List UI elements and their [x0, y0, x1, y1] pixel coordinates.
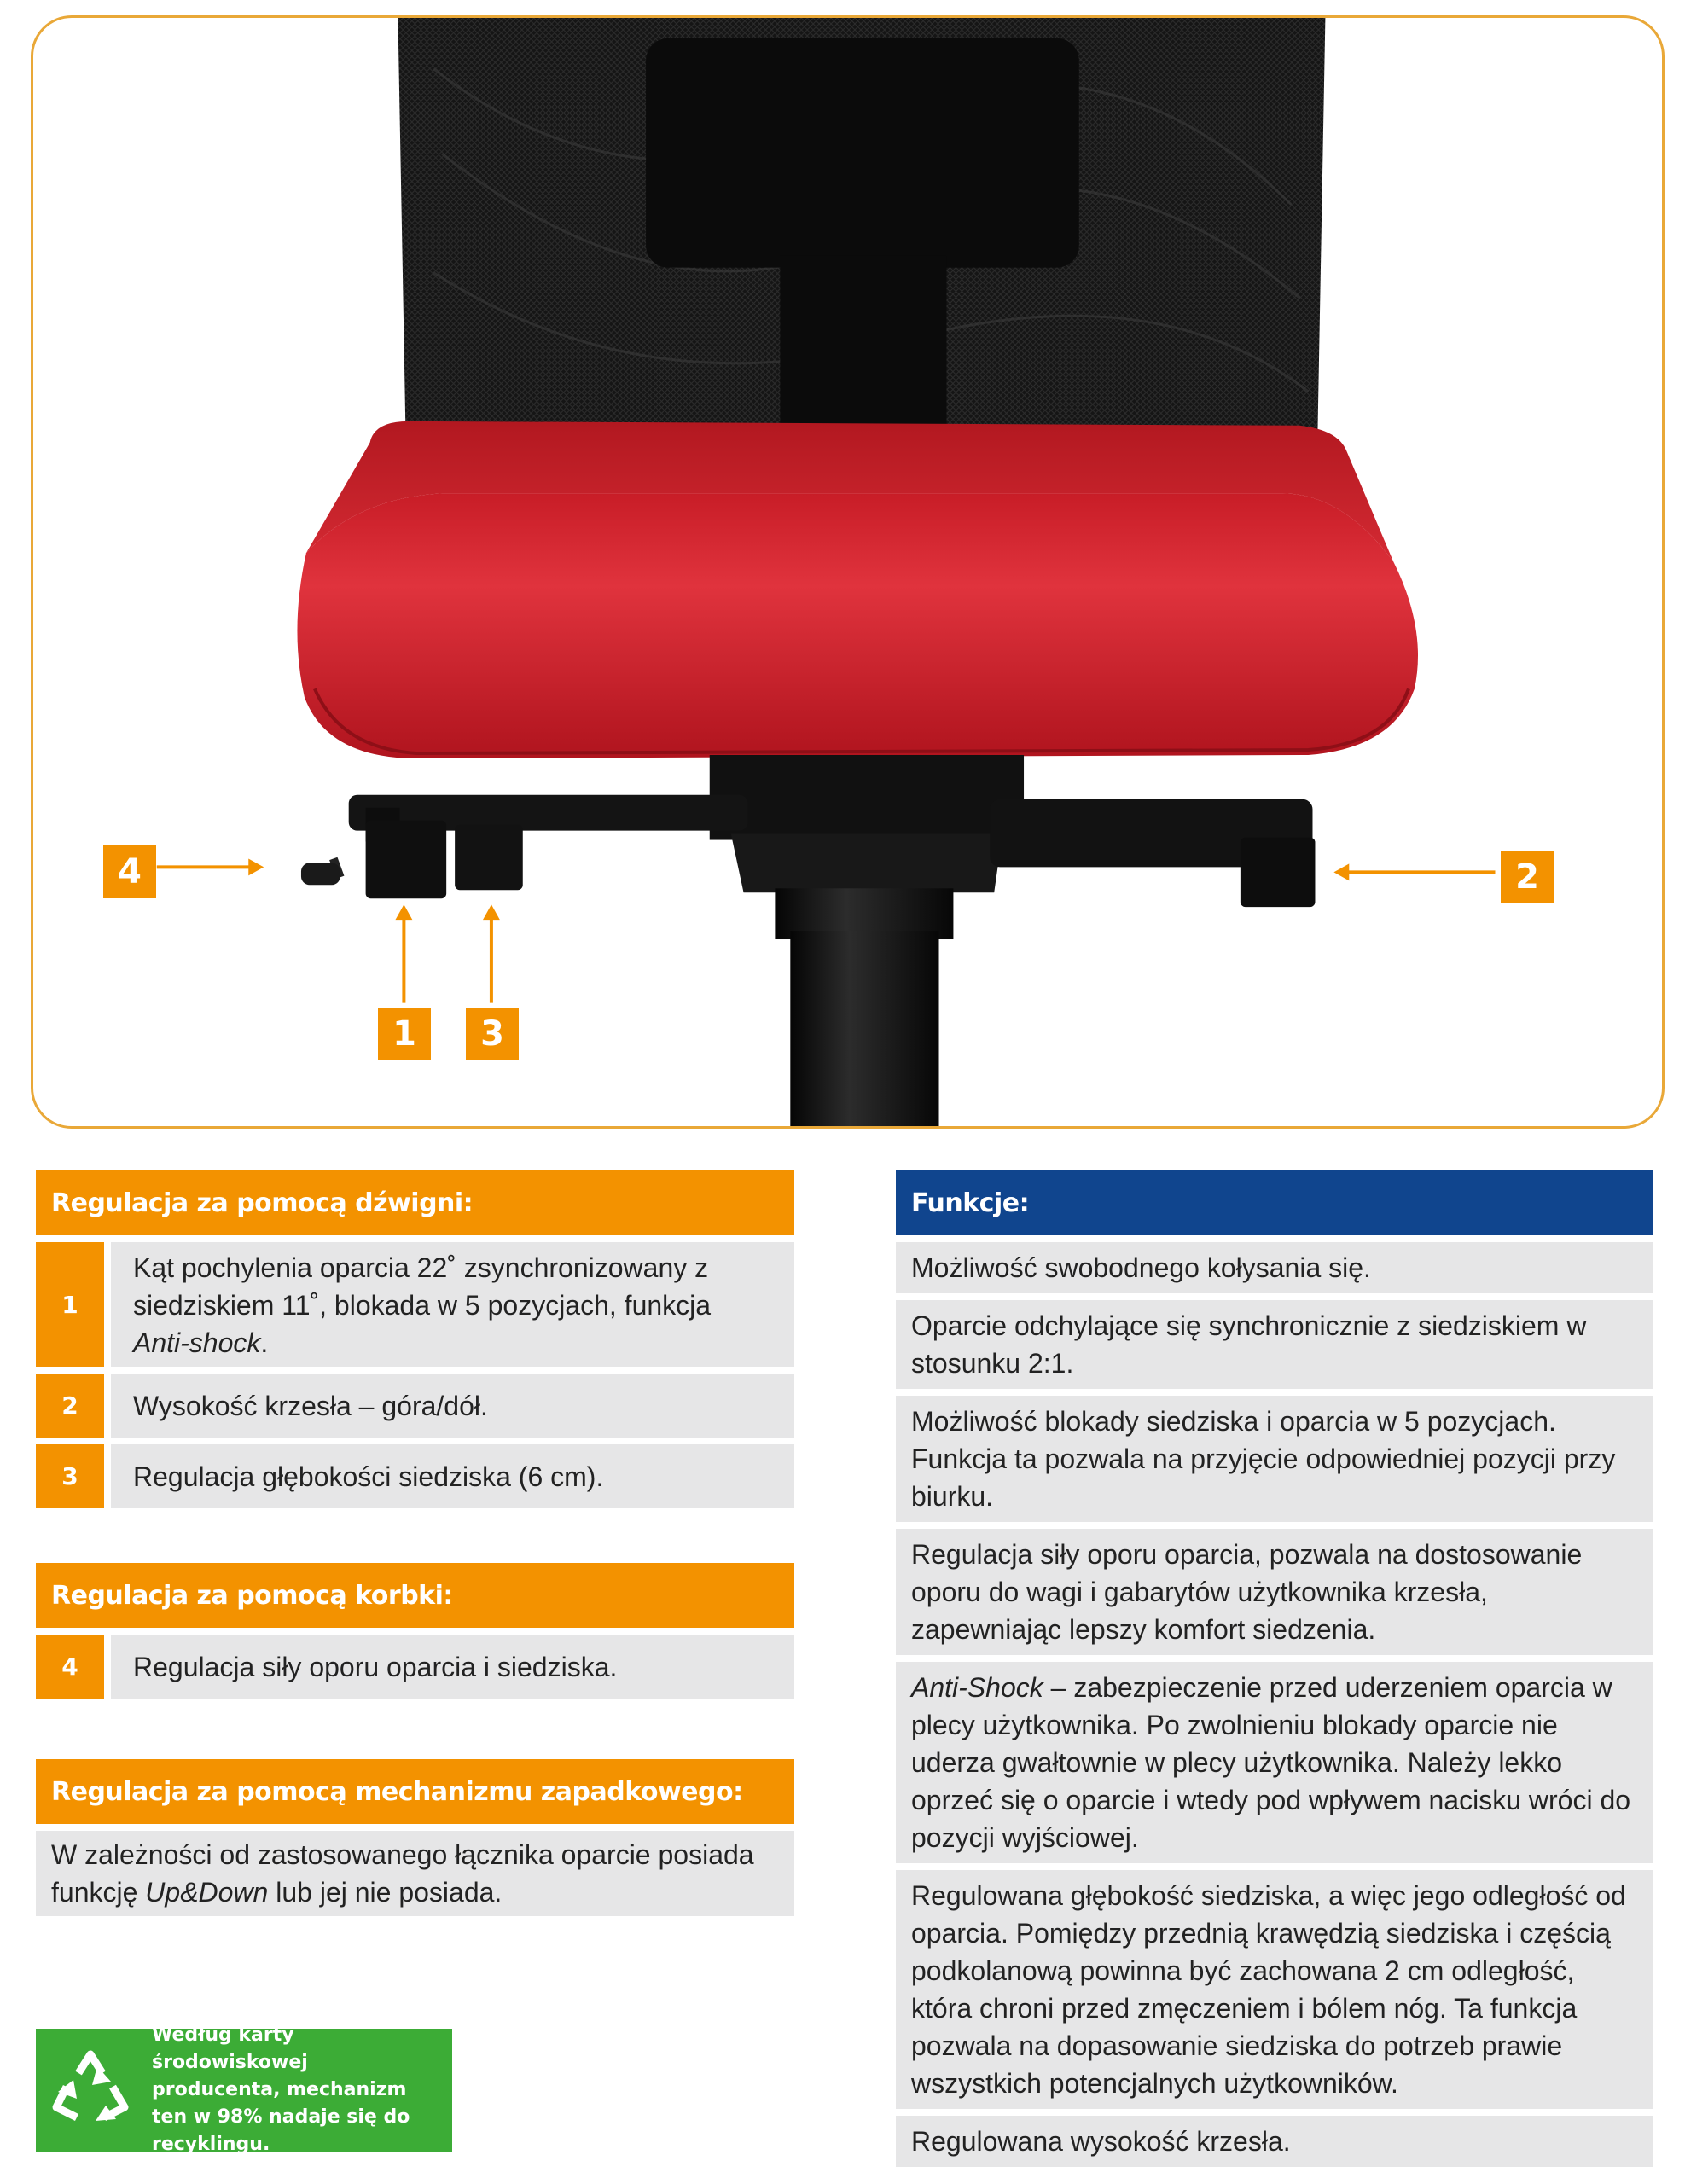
lever-section — [36, 1170, 794, 1508]
backrest — [398, 18, 1325, 477]
function-item: Możliwość swobodnego kołysania się. — [896, 1242, 1653, 1293]
item-text: Regulacja głębokości siedziska (6 cm). — [111, 1444, 794, 1508]
callout-3: 3 — [466, 1008, 519, 1060]
callout-4: 4 — [103, 845, 156, 898]
recycling-note — [36, 2024, 452, 2155]
recycling-text: Według karty środowiskowej producenta, mechanizm ten w 98% nadaje się do recyklingu. — [152, 2024, 410, 2155]
crank-header: Regulacja za pomocą korbki: — [36, 1563, 794, 1628]
function-item: Regulacja siły oporu oparcia, pozwala na dostosowanie oporu do wagi i gabarytów użytkownika krzesła, zapewniając lepszy komfort siedzenia. — [896, 1529, 1653, 1655]
ratchet-body — [36, 1831, 794, 1916]
chair-image — [33, 18, 1662, 1126]
functions-header: Funkcje: — [896, 1170, 1653, 1235]
seat — [297, 421, 1418, 758]
ratchet-text: W zależności od zastosowanego łącznika oparcie posiada funkcję Up&Down lub jej nie posiada. — [36, 1831, 794, 1916]
function-item: Regulowana wysokość krzesła. — [896, 2116, 1653, 2167]
item-number: 2 — [36, 1374, 104, 1438]
item-number: 4 — [36, 1635, 104, 1699]
mechanism — [301, 755, 1316, 1126]
crank-item-4 — [36, 1635, 794, 1699]
item-text: Regulacja siły oporu oparcia i siedziska. — [111, 1635, 794, 1699]
callout-2: 2 — [1501, 851, 1554, 903]
callout-1: 1 — [378, 1008, 431, 1060]
item-number: 3 — [36, 1444, 104, 1508]
lever-header: Regulacja za pomocą dźwigni: — [36, 1170, 794, 1235]
function-item: Regulowana głębokość siedziska, a więc jego odległość od oparcia. Pomiędzy przednią krawędzią siedziska i częścią podkolanową powinna być zachowana 2 cm odległość, która chroni przed zmęczeniem i bólem nóg. Ta funkcja pozwala na dopasowanie siedziska do potrzeb prawie wszystkich potencjalnych użytkowników. — [896, 1870, 1653, 2109]
lever-item-2 — [36, 1374, 794, 1438]
item-text: Kąt pochylenia oparcia 22˚ zsynchronizowany z siedziskiem 11˚, blokada w 5 pozycjach, funkcja Anti-shock. — [111, 1242, 794, 1367]
item-number: 1 — [36, 1242, 104, 1367]
product-figure — [31, 15, 1665, 1129]
crank-section — [36, 1563, 794, 1699]
item-text: Wysokość krzesła – góra/dół. — [111, 1374, 794, 1438]
lever-item-1 — [36, 1242, 794, 1367]
function-item: Oparcie odchylające się synchronicznie z siedziskiem w stosunku 2:1. — [896, 1300, 1653, 1389]
ratchet-section — [36, 1759, 794, 1916]
function-item: Anti-Shock – zabezpieczenie przed uderzeniem oparcia w plecy użytkownika. Po zwolnieniu blokady oparcie nie uderza gwałtownie w plecy użytkownika. Należy lekko oprzeć się o oparcie i wtedy pod wpływem nacisku wróci do pozycji wyjściowej. — [896, 1662, 1653, 1863]
lever-item-3 — [36, 1444, 794, 1508]
function-item: Możliwość blokady siedziska i oparcia w 5 pozycjach. Funkcja ta pozwala na przyjęcie odpowiedniej pozycji przy biurku. — [896, 1396, 1653, 1522]
functions-section — [896, 1170, 1653, 2167]
ratchet-header: Regulacja za pomocą mechanizmu zapadkowego: — [36, 1759, 794, 1824]
recycle-icon — [48, 2048, 133, 2133]
